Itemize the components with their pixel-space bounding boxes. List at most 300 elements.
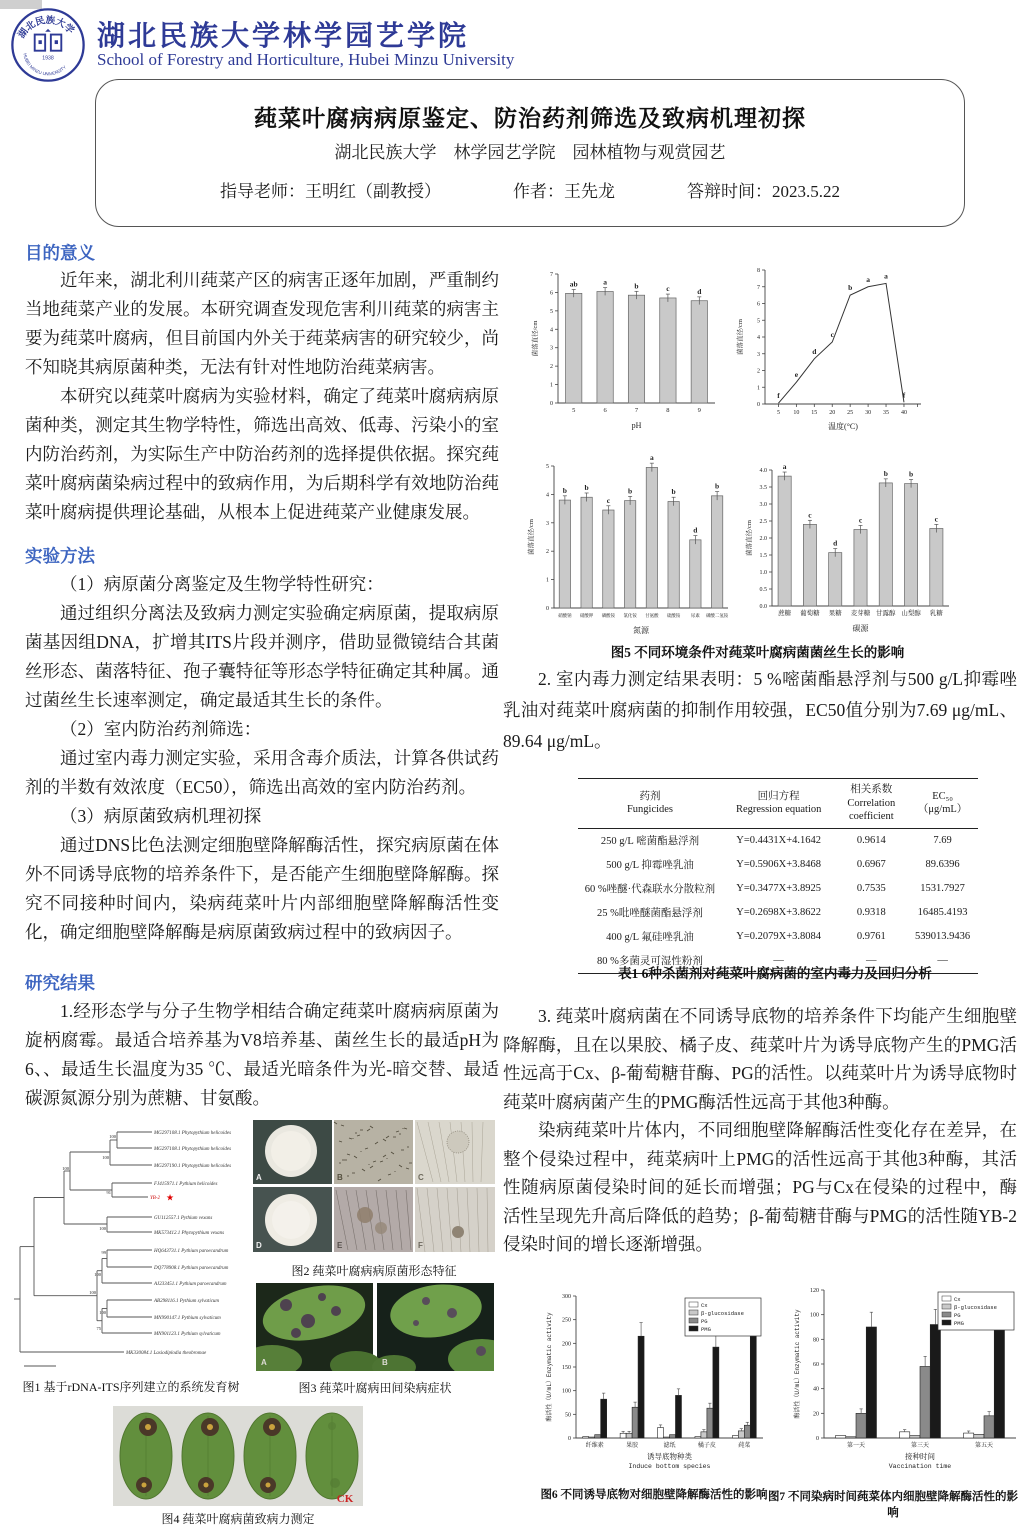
- svg-text:b: b: [848, 283, 853, 293]
- svg-text:a: a: [884, 271, 888, 281]
- svg-text:8: 8: [666, 407, 670, 414]
- svg-text:菌落直径/cm: 菌落直径/cm: [737, 319, 744, 355]
- chart-fig5-temperature: [733, 256, 933, 434]
- bar-Cx: [620, 1433, 626, 1438]
- bar-PMG: [601, 1399, 607, 1438]
- legend: [938, 1292, 1014, 1330]
- title-box: [95, 79, 965, 227]
- svg-text:酶活性（U/mL）Enzymatic activity: 酶活性（U/mL）Enzymatic activity: [794, 1309, 801, 1419]
- bar: [803, 524, 816, 606]
- bar: [829, 553, 842, 606]
- svg-text:6: 6: [550, 290, 553, 297]
- logo-year-text: 1938: [42, 55, 54, 62]
- svg-text:2: 2: [546, 549, 549, 556]
- svg-text:PG: PG: [954, 1312, 961, 1319]
- svg-text:a: a: [650, 453, 654, 463]
- table1-header-cell: 回归方程 Regression equation: [735, 790, 822, 816]
- svg-text:15: 15: [811, 410, 818, 416]
- purpose-paragraph-1: 近年来，湖北利川莼菜产区的病害正逐年加剧，严重制约当地莼菜产业的发展。本研究调查发现危害利川莼菜的病害主要为莼菜叶腐病，但目前国内外关于莼菜病害的研究较少，尚不知晓其病原菌种类，无法有针对性地防治莼菜病害。: [25, 270, 499, 377]
- svg-text:葡萄糖: 葡萄糖: [800, 610, 820, 617]
- table1-cell: Y=0.2698X+3.8622: [736, 907, 822, 919]
- table1-header-cell: EC₅₀ （μg/mL）: [917, 790, 968, 816]
- poster-subtitle: 湖北民族大学 林学园艺学院 园林植物与观赏园艺: [334, 143, 726, 162]
- svg-text:滤纸: 滤纸: [663, 1443, 676, 1449]
- svg-text:甘氨酸: 甘氨酸: [645, 613, 659, 618]
- enzyme-result-paragraph-2: 染病莼菜叶片体内，不同细胞壁降解酶活性变化存在差异，在整个侵染过程中，莼菜病叶上PMG的活性远高于其他3种酶，其活性随病原菌侵染时间的延长而增强；PG与Cx在侵染的过程中，酶活性呈现先升高后降低的趋势；β-葡萄糖苷酶与PMG的活性随YB-2侵染时间的增长逐渐增强。: [503, 1120, 1017, 1254]
- methods-item-1: （1）病原菌分离鉴定及生物学特性研究：: [60, 574, 384, 594]
- methods-item-3: （2）室内防治药剂筛选：: [60, 719, 262, 739]
- table1-cell: 60 %唑醚·代森联水分散粒剂: [584, 884, 716, 896]
- table1-cell: 0.9318: [856, 907, 886, 919]
- caption-fig7: 图7 不同染病时间莼菜体内细胞壁降解酶活性的影响: [767, 1491, 1019, 1519]
- svg-text:Vaccination time: Vaccination time: [888, 1463, 952, 1470]
- bar: [778, 476, 791, 606]
- svg-text:a: a: [782, 462, 787, 472]
- svg-text:磷酸二氢铵: 磷酸二氢铵: [706, 613, 729, 618]
- svg-text:接种时间: 接种时间: [905, 1452, 935, 1461]
- bar-β-glucosidase: [974, 1434, 984, 1438]
- enzyme-result-paragraphs: [503, 1002, 1017, 1259]
- section-heading-methods: 实验方法: [25, 546, 95, 566]
- svg-text:f: f: [777, 391, 780, 401]
- taxon-label: MK573412.1 Phytopythium vexans: [154, 1230, 225, 1236]
- bar: [603, 510, 614, 608]
- legend: [685, 1298, 761, 1336]
- svg-text:1: 1: [550, 382, 553, 389]
- info-row: [96, 177, 964, 202]
- table1-body: [578, 828, 978, 973]
- svg-text:6: 6: [603, 407, 607, 414]
- toxicity-result-paragraph: 2. 室内毒力测定结果表明：5 %嘧菌酯悬浮剂与500 g/L抑霉唑乳油对莼菜叶腐病菌的抑制作用较强，EC50值分别为7.69 μg/mL、89.64 μg/mL。: [503, 669, 1017, 751]
- svg-text:c: c: [934, 514, 939, 524]
- svg-text:2.0: 2.0: [759, 536, 767, 542]
- svg-text:7: 7: [634, 407, 639, 414]
- taxon-label: MK330084.1 Lasiodiplodia theobromae: [126, 1350, 207, 1356]
- panel-letter: B: [337, 1173, 343, 1182]
- caption-table1: 表1 6种杀菌剂对莼菜叶腐病菌的室内毒力及回归分析: [618, 966, 932, 981]
- svg-text:β-glucosidase: β-glucosidase: [954, 1304, 997, 1311]
- bar-PG: [744, 1425, 750, 1438]
- svg-text:Cx: Cx: [954, 1296, 961, 1303]
- svg-text:5: 5: [572, 407, 576, 414]
- svg-text:20: 20: [813, 1411, 819, 1418]
- table1-cell: Y=0.5906X+3.8468: [736, 859, 822, 871]
- panel-letter: F: [418, 1241, 423, 1250]
- table1-cell: 25 %吡唑醚菌酯悬浮剂: [597, 908, 703, 920]
- svg-text:b: b: [628, 486, 633, 496]
- panel-letter: C: [418, 1173, 424, 1182]
- chart-fig5-nitrogen: [524, 450, 736, 638]
- svg-text:2: 2: [757, 368, 760, 375]
- results-paragraph-1: 1.经形态学与分子生物学相结合确定莼菜叶腐病病原菌为旋柄腐霉。最适合培养基为V8培养基、菌丝生长的最适pH为6、、最适生长温度为35 ℃、最适光暗条件为光-暗交替、最适碳源氮源分别为蔗糖、甘氨酸。: [25, 1001, 499, 1108]
- svg-text:0: 0: [546, 606, 549, 612]
- methods-item-2: 通过组织分离法及致病力测定实验确定病原菌，提取病原菌基因组DNA，扩增其ITS片段并测序，借助显微镜结合其菌丝形态、菌落特征、孢子囊特征等形态学特征确定其种属。通过菌丝生长速率测定，确定最适其生长的条件。: [25, 603, 499, 710]
- svg-text:50: 50: [565, 1412, 571, 1419]
- table1-cell: 0.9761: [856, 931, 886, 943]
- svg-text:莼菜: 莼菜: [738, 1443, 751, 1449]
- bar-Cx: [836, 1436, 846, 1438]
- bar-β-glucosidase: [910, 1436, 920, 1438]
- svg-text:1.5: 1.5: [759, 553, 767, 559]
- pathogen-morphology-photo: [253, 1120, 495, 1252]
- panel-letter: E: [337, 1241, 343, 1250]
- bar-PMG: [638, 1336, 644, 1438]
- bar-β-glucosidase: [738, 1431, 744, 1438]
- svg-text:1: 1: [546, 577, 549, 584]
- table1-row: [578, 828, 978, 853]
- bar: [646, 467, 657, 608]
- svg-text:4: 4: [550, 327, 553, 334]
- svg-text:PMG: PMG: [701, 1326, 711, 1333]
- table1-cell: 1531.7927: [920, 883, 965, 895]
- panel-letter: D: [256, 1241, 262, 1250]
- svg-text:1: 1: [757, 385, 760, 392]
- bar-β-glucosidase: [846, 1437, 856, 1438]
- svg-text:6: 6: [757, 301, 760, 308]
- panel-letter: A: [256, 1173, 262, 1182]
- phylogenetic-tree-figure: [12, 1126, 252, 1374]
- svg-text:100: 100: [94, 1272, 101, 1277]
- svg-text:3: 3: [550, 345, 553, 352]
- svg-text:a: a: [866, 274, 870, 284]
- svg-text:3.5: 3.5: [759, 485, 767, 491]
- methods-paragraphs: [25, 570, 499, 947]
- taxon-label: HQ643731.1 Pythium paroecandrum: [154, 1248, 229, 1254]
- svg-text:2.5: 2.5: [759, 519, 767, 525]
- svg-text:4: 4: [757, 335, 760, 341]
- logo-arc-top-text: 湖北民族大学: [16, 15, 76, 41]
- svg-text:150: 150: [562, 1365, 571, 1371]
- svg-text:5: 5: [546, 464, 549, 470]
- bar-PMG: [675, 1395, 681, 1438]
- svg-text:第一天: 第一天: [846, 1443, 866, 1449]
- caption-fig2: 图2 莼菜叶腐病病原菌形态特征: [291, 1264, 457, 1278]
- bar: [690, 540, 701, 608]
- bar-Cx: [900, 1432, 910, 1438]
- caption-fig4: 图4 莼菜叶腐病菌致病力测定: [161, 1512, 315, 1526]
- svg-text:氮源: 氮源: [633, 626, 649, 635]
- svg-text:120: 120: [810, 1288, 819, 1294]
- bar: [628, 295, 644, 403]
- svg-text:5: 5: [550, 308, 553, 315]
- caption-fig3: 图3 莼菜叶腐病田间染病症状: [298, 1381, 452, 1395]
- svg-text:80: 80: [813, 1337, 819, 1344]
- svg-text:麦芽糖: 麦芽糖: [850, 610, 871, 617]
- ck-control-label: CK: [336, 1493, 354, 1505]
- table1-cell: 539013.9436: [915, 931, 971, 943]
- bar: [566, 293, 582, 403]
- bar: [660, 298, 676, 403]
- bar-PMG: [930, 1325, 940, 1438]
- svg-text:5: 5: [757, 318, 760, 325]
- university-seal-icon: [10, 7, 86, 83]
- caption-fig1: 图1 基于rDNA-ITS序列建立的系统发育树: [22, 1380, 240, 1394]
- svg-text:75: 75: [96, 1326, 101, 1331]
- svg-text:d: d: [697, 286, 702, 296]
- table1-header-cell: 相关系数 Correlation coefficient: [847, 784, 896, 823]
- svg-text:硫酸铵: 硫酸铵: [667, 613, 681, 618]
- svg-text:100: 100: [99, 1310, 106, 1315]
- svg-text:d: d: [812, 346, 817, 356]
- svg-text:硝酸钠: 硝酸钠: [558, 613, 572, 618]
- bar-Cx: [583, 1437, 589, 1438]
- svg-text:PG: PG: [701, 1318, 708, 1325]
- svg-text:99: 99: [101, 1250, 106, 1255]
- svg-text:b: b: [883, 468, 888, 478]
- poster-title: 莼菜叶腐病病原鉴定、防治药剂筛选及致病机理初探: [254, 106, 806, 131]
- school-name-cn: 湖北民族大学林学园艺学院: [97, 21, 470, 52]
- table1-cell: 500 g/L 抑霉唑乳油: [606, 860, 694, 872]
- bar: [854, 530, 867, 607]
- svg-text:果胶: 果胶: [626, 1443, 639, 1449]
- svg-text:0: 0: [757, 402, 760, 408]
- bar: [624, 501, 635, 608]
- svg-text:菌落直径/cm: 菌落直径/cm: [532, 320, 539, 357]
- table1-header-row: [578, 779, 978, 829]
- bar-PMG: [866, 1327, 876, 1438]
- svg-text:250: 250: [562, 1317, 571, 1324]
- table1-cell: Y=0.4431X+4.1642: [736, 835, 822, 847]
- table1-cell: 80 %多菌灵可湿性粉剂: [597, 956, 703, 968]
- bar-Cx: [658, 1428, 664, 1438]
- svg-text:c: c: [830, 330, 834, 340]
- university-logo: [10, 7, 86, 83]
- svg-text:纤维素: 纤维素: [585, 1443, 604, 1449]
- svg-text:pH: pH: [631, 421, 642, 430]
- table1-row: [578, 901, 978, 925]
- svg-text:0: 0: [816, 1436, 819, 1442]
- table1-row: [578, 853, 978, 877]
- table1-head: [578, 779, 978, 829]
- bar: [691, 301, 707, 403]
- svg-text:91: 91: [106, 1190, 111, 1195]
- taxon-label: AJ233451.1 Pythium paroecandrum: [154, 1281, 227, 1287]
- svg-text:c: c: [606, 495, 611, 505]
- svg-text:3.0: 3.0: [759, 502, 767, 508]
- section-heading-purpose: 目的意义: [25, 243, 95, 263]
- bar-PG: [920, 1366, 930, 1438]
- table1-cell: —: [773, 955, 784, 967]
- bar-PG: [595, 1435, 601, 1438]
- svg-text:30: 30: [865, 410, 872, 416]
- svg-text:b: b: [634, 281, 639, 291]
- methods-item-4: 通过室内毒力测定实验，采用含毒介质法，计算各供试药剂的半数有效浓度（EC50），筛选出高效的室内防治药剂。: [25, 748, 499, 797]
- svg-text:8: 8: [757, 268, 760, 274]
- svg-text:氯化铵: 氯化铵: [623, 613, 637, 618]
- svg-text:碳源: 碳源: [852, 624, 869, 633]
- svg-text:60: 60: [813, 1362, 819, 1368]
- svg-text:酶活性（U/mL）Enzymatic activity: 酶活性（U/mL）Enzymatic activity: [546, 1312, 553, 1422]
- svg-text:e: e: [794, 370, 799, 380]
- svg-text:100: 100: [89, 1290, 96, 1295]
- methods-item-5: （3）病原菌致病机理初探: [60, 806, 262, 826]
- author-text: 作者：王先龙: [513, 182, 615, 201]
- bar-PG: [670, 1435, 676, 1438]
- bar: [930, 528, 943, 606]
- svg-text:5: 5: [776, 410, 780, 416]
- chart-fig5-carbon: [742, 454, 957, 636]
- school-name-en: School of Forestry and Horticulture, Hubei Minzu University: [97, 50, 515, 69]
- table1-cell: 0.9614: [856, 835, 886, 847]
- results-paragraphs: [25, 997, 499, 1113]
- svg-text:c: c: [808, 510, 812, 520]
- taxon-label: MG297108.1 Phytopythium helicoides: [154, 1130, 232, 1136]
- pathogenicity-test-photo: [113, 1406, 363, 1506]
- svg-text:7: 7: [550, 272, 553, 278]
- svg-text:c: c: [858, 515, 863, 525]
- table1-cell: —: [937, 955, 948, 967]
- svg-text:25: 25: [847, 410, 854, 416]
- svg-text:乳糖: 乳糖: [929, 610, 943, 617]
- svg-text:第五天: 第五天: [974, 1443, 994, 1449]
- svg-text:b: b: [562, 485, 567, 495]
- table1-cell: 250 g/L 嘧菌酯悬浮剂: [600, 836, 700, 848]
- taxon-label: MN990147.1 Pythium sylvaticum: [154, 1315, 221, 1321]
- taxon-label: FJ415971.1 Pythium helicoides: [154, 1181, 218, 1187]
- field-symptoms-photo: [256, 1283, 494, 1371]
- table1-cell: —: [866, 955, 877, 967]
- bar-Cx: [964, 1433, 974, 1438]
- methods-item-6: 通过DNS比色法测定细胞壁降解酶活性，探究病原菌在体外不同诱导底物的培养条件下，是否能产生细胞壁降解酶。探究不同接种时间内，染病莼菜叶片内部细胞壁降解酶活性变化，确定细胞壁降解酶是病原菌致病过程中的致病因子。: [25, 835, 499, 942]
- bar: [597, 292, 613, 403]
- svg-text:20: 20: [829, 410, 836, 416]
- svg-text:d: d: [693, 525, 698, 535]
- svg-text:β-glucosidase: β-glucosidase: [701, 1310, 744, 1317]
- chart-fig7-infection-time: [790, 1286, 1020, 1474]
- panel-letter: A: [261, 1358, 267, 1367]
- line-series: [778, 283, 904, 403]
- svg-text:b: b: [715, 481, 720, 491]
- bar: [711, 496, 722, 608]
- svg-text:1.0: 1.0: [759, 570, 767, 576]
- table1-cell: 0.6967: [856, 859, 886, 871]
- table1-cell: 0.7535: [856, 883, 886, 895]
- svg-text:f: f: [902, 390, 906, 400]
- svg-text:d: d: [833, 538, 838, 548]
- svg-text:果糖: 果糖: [828, 610, 842, 617]
- bar-Cx: [732, 1436, 738, 1438]
- table1-header-cell: 药剂 Fungicides: [626, 790, 674, 816]
- svg-text:0: 0: [568, 1436, 571, 1442]
- purpose-paragraph-2: 本研究以莼菜叶腐病为实验材料，确定了莼菜叶腐病病原菌种类，测定其生物学特性，筛选出高效、低毒、污染小的室内防治药剂，为实际生产中防治药剂的选择提供依据。探究莼菜叶腐病菌染病过程中的致病作用，为后期科学有效地防治莼菜叶腐病提供理论基础，从根本上促进莼菜产业健康发展。: [25, 386, 499, 522]
- svg-text:菌落直径/cm: 菌落直径/cm: [746, 520, 753, 556]
- svg-text:100: 100: [62, 1166, 69, 1171]
- svg-text:10: 10: [793, 410, 800, 416]
- svg-text:菌落直径/cm: 菌落直径/cm: [528, 519, 535, 555]
- table1-cell: Y=0.3477X+3.8925: [736, 883, 822, 895]
- highlight-star-icon: ★: [166, 1192, 175, 1203]
- svg-text:b: b: [671, 487, 676, 497]
- logo-arc-bottom-text: HUBEI MINZU UNIVERSITY: [22, 52, 68, 77]
- table1-cell: 7.69: [933, 835, 952, 847]
- svg-text:300: 300: [562, 1294, 571, 1300]
- svg-text:尿素: 尿素: [690, 613, 700, 618]
- taxon-label: GU112557.1 Pythium vexans: [154, 1215, 213, 1221]
- table1-cell: 400 g/L 氟硅唑乳油: [606, 932, 694, 944]
- bar: [581, 497, 592, 608]
- svg-text:甘露醇: 甘露醇: [876, 610, 896, 617]
- svg-text:ab: ab: [569, 279, 578, 289]
- svg-text:Induce bottom species: Induce bottom species: [628, 1463, 711, 1470]
- svg-text:c: c: [666, 284, 670, 294]
- taxon-label: MG297108.1 Phytopythium helicoides: [154, 1146, 232, 1152]
- bar-PMG: [713, 1347, 719, 1438]
- bar-PG: [707, 1408, 713, 1438]
- section-heading-results: 研究结果: [25, 973, 95, 993]
- bar: [879, 483, 892, 606]
- svg-text:b: b: [908, 469, 914, 479]
- chart-fig6-substrates: [542, 1292, 767, 1474]
- svg-text:0.5: 0.5: [759, 587, 767, 593]
- svg-text:100: 100: [810, 1312, 819, 1319]
- svg-text:100: 100: [562, 1388, 571, 1395]
- bar: [559, 500, 570, 608]
- purpose-paragraphs: [25, 266, 499, 527]
- svg-text:40: 40: [900, 410, 907, 416]
- taxon-label: MN901123.1 Pythium sylvaticum: [154, 1331, 221, 1337]
- svg-text:诱导底物种类: 诱导底物种类: [647, 1452, 692, 1461]
- svg-text:100: 100: [109, 1134, 116, 1139]
- svg-text:硝酸钾: 硝酸钾: [580, 613, 594, 618]
- bar-PMG: [750, 1336, 756, 1438]
- panel-letter: B: [382, 1358, 388, 1367]
- svg-text:0: 0: [550, 401, 553, 407]
- bar-β-glucosidase: [701, 1432, 707, 1438]
- svg-text:第三天: 第三天: [910, 1443, 930, 1449]
- chart-fig5-ph: [528, 258, 723, 433]
- svg-text:橘子皮: 橘子皮: [697, 1443, 716, 1449]
- svg-text:蔗糖: 蔗糖: [778, 610, 792, 617]
- bar-β-glucosidase: [664, 1437, 670, 1438]
- svg-text:温度(°C): 温度(°C): [828, 422, 858, 431]
- svg-text:200: 200: [562, 1341, 571, 1348]
- table1-cell: 89.6396: [925, 859, 960, 871]
- taxon-label: DQ778908.1 Pythium paroecandrum: [154, 1265, 229, 1271]
- caption-fig6: 图6 不同诱导底物对细胞壁降解酶活性的影响: [540, 1489, 768, 1501]
- bar-PG: [984, 1416, 994, 1438]
- svg-text:0.0: 0.0: [759, 604, 767, 610]
- bar: [668, 502, 679, 609]
- table1-cell: 16485.4193: [917, 907, 968, 919]
- svg-text:7: 7: [757, 284, 760, 291]
- table1-row: [578, 877, 978, 901]
- svg-text:3: 3: [757, 351, 760, 358]
- table1-fungicide-toxicity: [578, 778, 978, 974]
- taxon-label: AB298116.1 Pythium sylvaticum: [154, 1298, 220, 1304]
- bar: [904, 484, 917, 606]
- svg-text:100: 100: [102, 1155, 109, 1160]
- bar-PG: [856, 1413, 866, 1438]
- taxon-label: YB-2: [150, 1195, 160, 1201]
- svg-text:Cx: Cx: [701, 1302, 708, 1309]
- defense-time-text: 答辩时间：2023.5.22: [687, 182, 840, 201]
- svg-text:磷酸铵: 磷酸铵: [601, 613, 615, 618]
- bar-β-glucosidase: [589, 1437, 595, 1438]
- svg-text:100: 100: [99, 1226, 106, 1231]
- enzyme-result-paragraph-1: 3. 莼菜叶腐病菌在不同诱导底物的培养条件下均能产生细胞壁降解酶，且在以果胶、橘子皮、莼菜叶片为诱导底物产生的PMG活性远高于Cx、β-葡萄糖苷酶、PG的活性。以莼菜叶片为诱导底物时莼菜叶腐病菌产生的PMG酶活性远高于其他3种酶。: [503, 1006, 1017, 1112]
- bar-Cx: [695, 1437, 701, 1438]
- svg-text:3: 3: [546, 520, 549, 527]
- bar-PG: [632, 1407, 638, 1438]
- svg-text:4: 4: [546, 492, 549, 499]
- svg-text:PMG: PMG: [954, 1320, 964, 1327]
- taxon-label: MG297190.1 Phytopythium helicoides: [154, 1163, 232, 1169]
- svg-text:9: 9: [697, 407, 701, 414]
- svg-text:40: 40: [813, 1386, 819, 1393]
- bar-β-glucosidase: [626, 1433, 632, 1438]
- table1-cell: Y=0.2079X+3.8084: [736, 931, 822, 943]
- table1-row: [578, 925, 978, 949]
